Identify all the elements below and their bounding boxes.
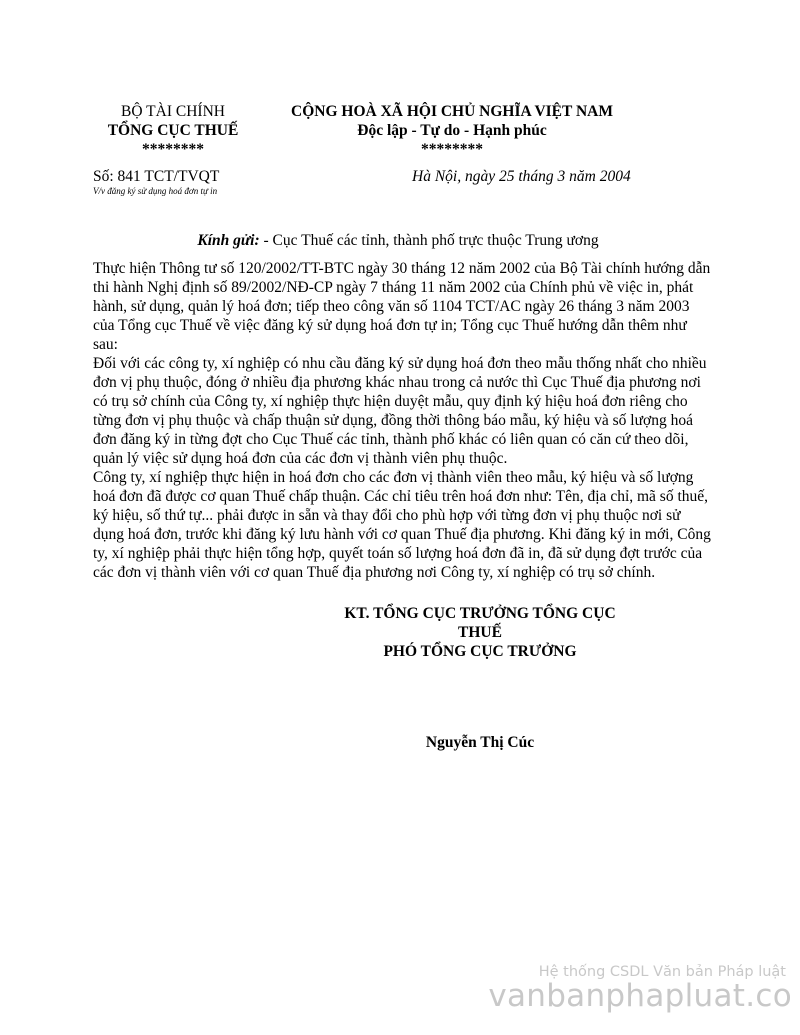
recipient-line [93,232,703,250]
signature-title-block [330,604,630,661]
document-number: Số: 841 TCT/TVQT [93,168,220,185]
body-paragraph-1: Thực hiện Thông tư số 120/2002/TT-BTC ngày 30 tháng 12 năm 2002 của Bộ Tài chính hướng dẫn thi hành Nghị định số 89/2002/NĐ-CP ngày 7 tháng 11 năm 2002 của Chính phủ về việc in, phát hành, sử dụng, quản lý hoá đơn; tiếp theo công văn số 1104 TCT/AC ngày 26 tháng 3 năm 2003 của Tổng cục Thuế về việc đăng ký sử dụng hoá đơn tự in; Tổng cục Thuế hướng dẫn thêm như sau: [93,260,711,353]
place-and-date: Hà Nội, ngày 25 tháng 3 năm 2004 [412,168,631,185]
watermark-site: vanbanphapluat.co [488,978,792,1014]
issuing-agency-block [88,102,258,159]
department-name: TỔNG CỤC THUẾ [107,122,239,139]
signature-title-line-1: KT. TỔNG CỤC TRƯỞNG TỔNG CỤC [344,605,616,622]
ministry-name: BỘ TÀI CHÍNH [121,103,225,120]
recipient-text: - Cục Thuế các tỉnh, thành phố trực thuộc Trung ương [259,232,599,249]
national-motto: Độc lập - Tự do - Hạnh phúc [357,122,547,139]
left-divider-stars: ******** [142,141,204,158]
national-header-block [262,102,642,159]
body-paragraph-3: Công ty, xí nghiệp thực hiện in hoá đơn cho các đơn vị thành viên theo mẫu, ký hiệu và số lượng hoá đơn đã được cơ quan Thuế chấp thuận. Các chỉ tiêu trên hoá đơn như: Tên, địa chỉ, mã số thuế, ký hiệu, số thứ tự... phải được in sẵn và thay đổi cho phù hợp với từng đơn vị phụ thuộc nơi sử dụng hoá đơn, trước khi đăng ký lưu hành với cơ quan Thuế địa phương. Khi đăng ký in mới, Công ty, xí nghiệp phải thực hiện tổng hợp, quyết toán số lượng hoá đơn đã in, đã sử dụng đợt trước của các đơn vị thành viên với cơ quan Thuế địa phương nơi Công ty, xí nghiệp có trụ sở chính. [93,469,711,581]
country-name: CỘNG HOÀ XÃ HỘI CHỦ NGHĨA VIỆT NAM [291,103,613,120]
document-subject: V/v đăng ký sử dụng hoá đơn tự in [93,186,218,196]
signature-title-line-2: THUẾ [458,624,502,641]
right-divider-stars: ******** [421,141,483,158]
watermark-caption: Hệ thống CSDL Văn bản Pháp luật [538,964,786,980]
signature-title-line-3: PHÓ TỔNG CỤC TRƯỞNG [383,643,577,660]
recipient-label: Kính gửi: [197,232,260,249]
signer-name: Nguyễn Thị Cúc [425,734,535,751]
body-paragraph-2: Đối với các công ty, xí nghiệp có nhu cầu đăng ký sử dụng hoá đơn theo mẫu thống nhất cho nhiều đơn vị phụ thuộc, đóng ở nhiều địa phương khác nhau trong cả nước thì Cục Thuế địa phương nơi có trụ sở chính của Công ty, xí nghiệp thực hiện duyệt mẫu, quy định ký hiệu hoá đơn riêng cho từng đơn vị phụ thuộc và chấp thuận sử dụng, đồng thời thông báo mẫu, ký hiệu và số lượng hoá đơn đăng ký in từng đợt cho Cục Thuế các tỉnh, thành phố khác có liên quan có căn cứ theo dõi, quản lý việc sử dụng hoá đơn của các đơn vị thành viên phụ thuộc. [93,355,707,467]
